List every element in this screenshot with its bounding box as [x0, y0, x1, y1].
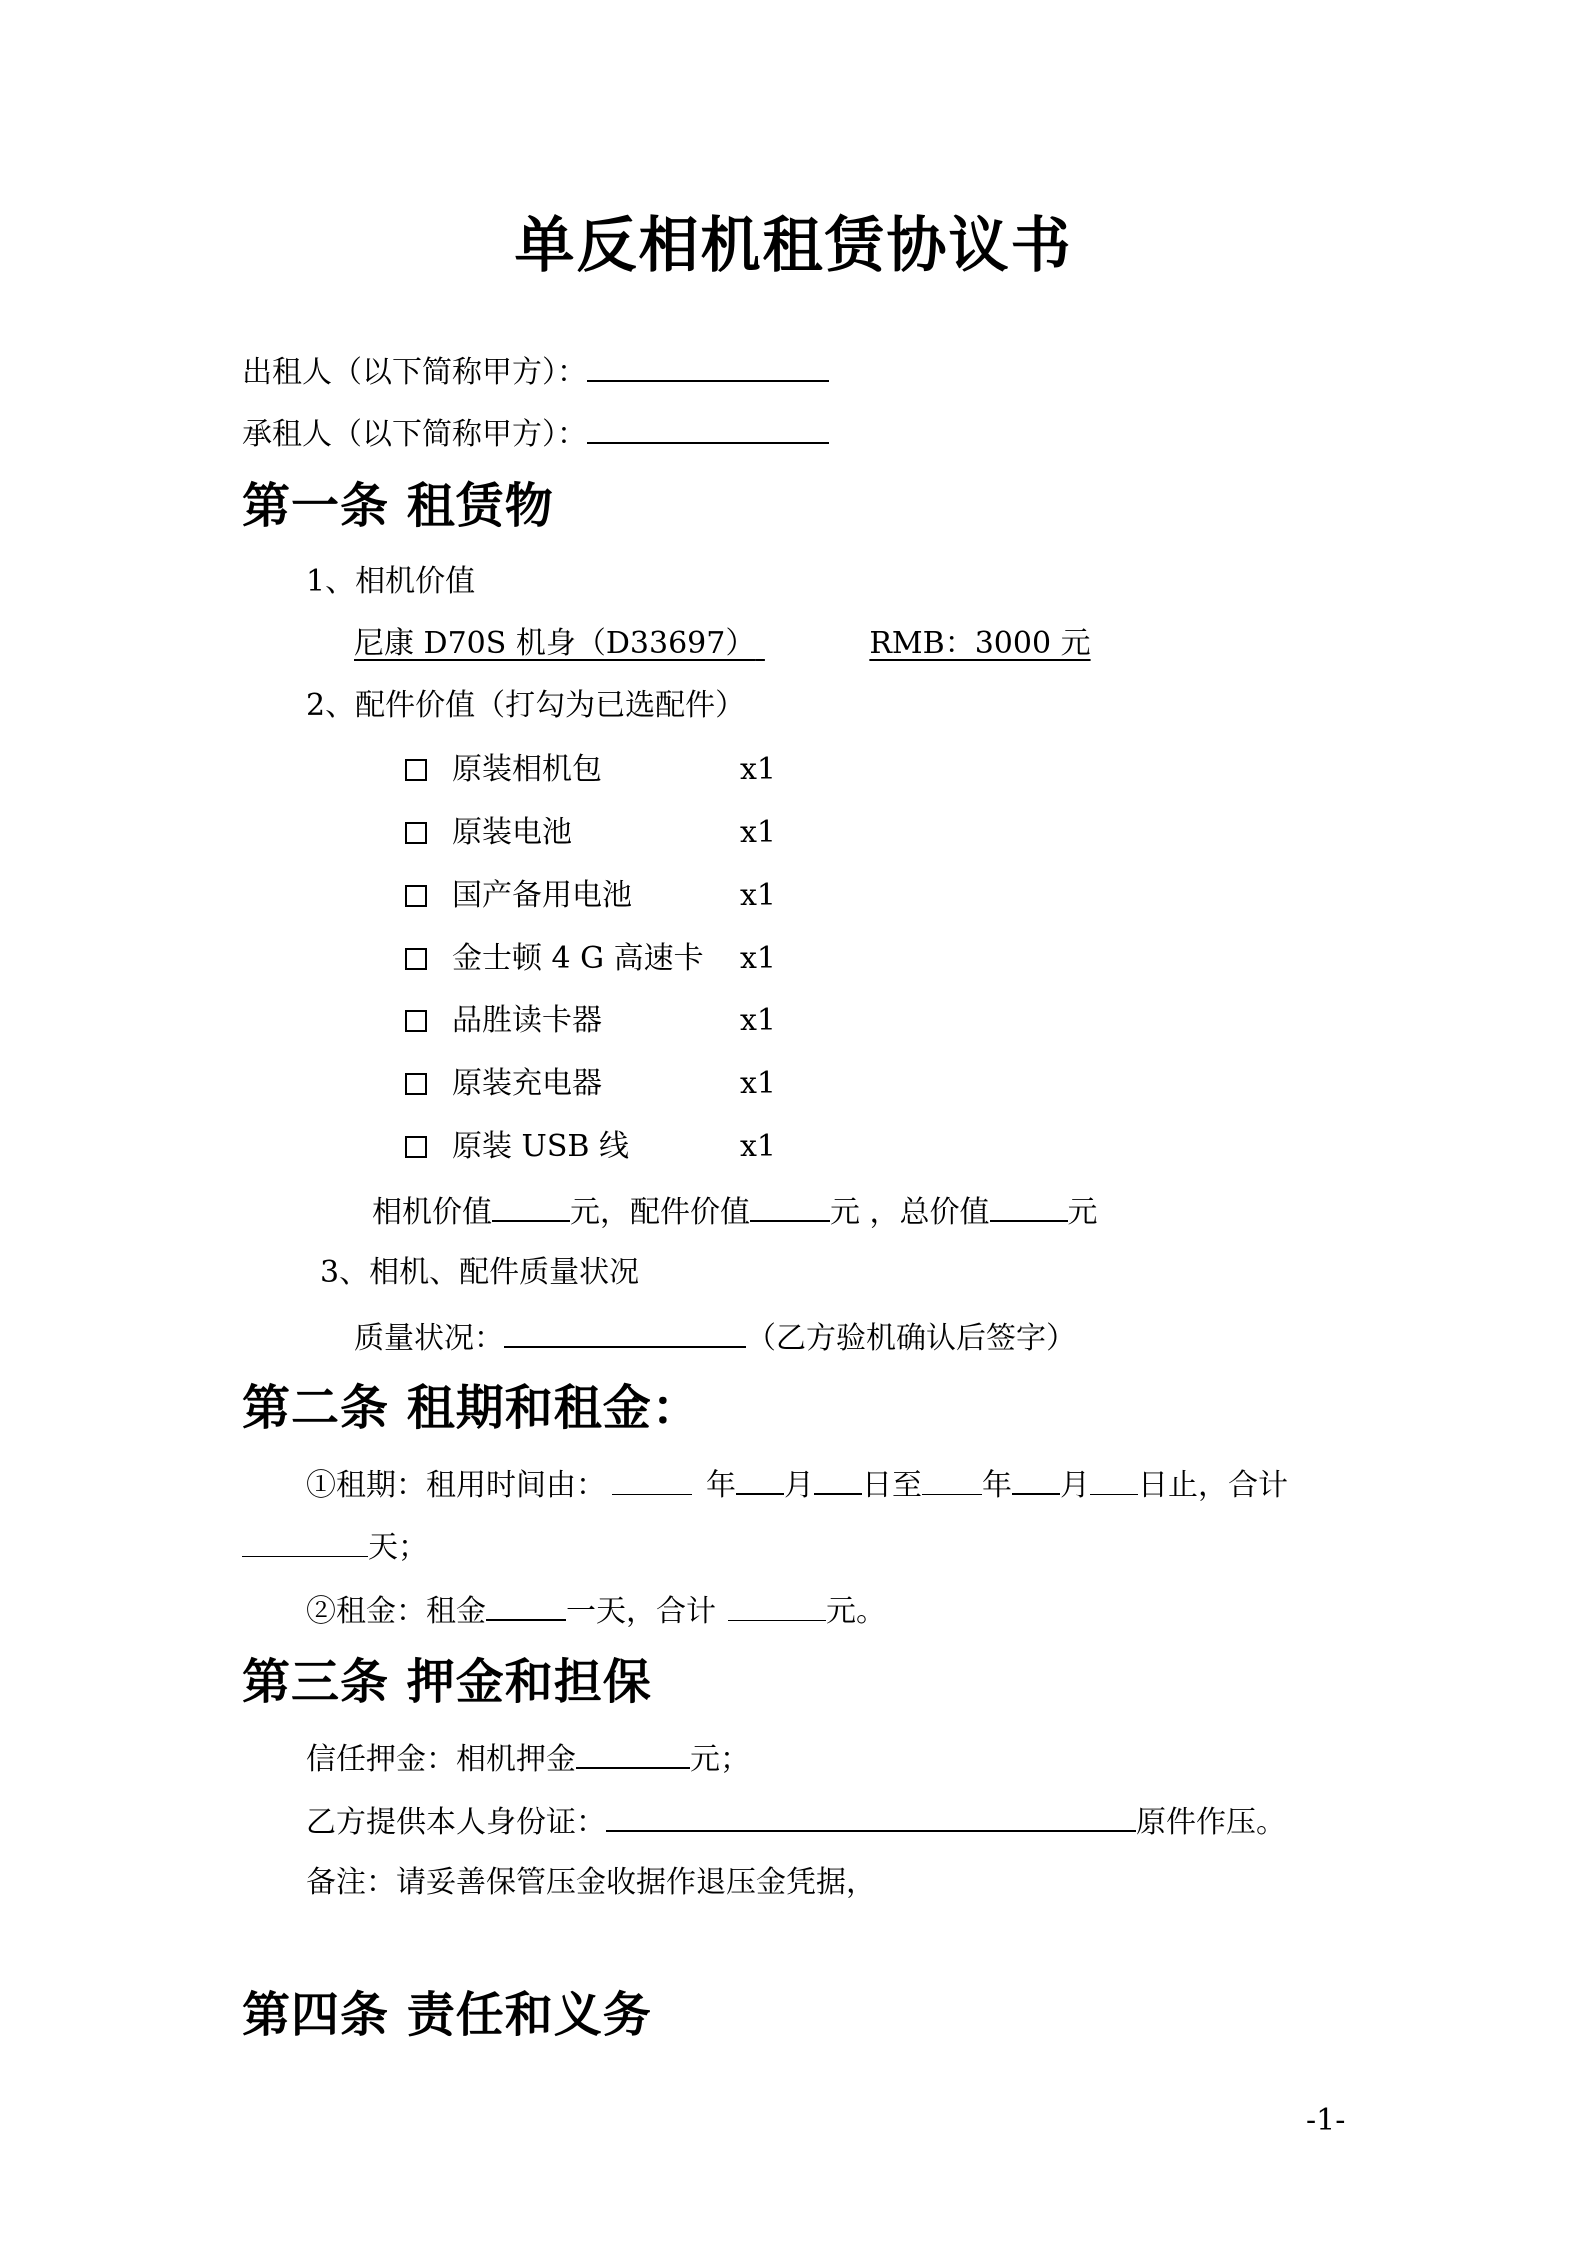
total-yuan-label: 元	[1067, 1195, 1098, 1230]
rent-label: ②租金：租金	[306, 1594, 486, 1629]
deposit-line	[306, 1737, 750, 1780]
checkbox-icon[interactable]	[405, 885, 427, 907]
lessee-line	[242, 412, 829, 455]
accessory-name: 原装电池	[452, 815, 572, 850]
accessory-name: 国产备用电池	[452, 878, 632, 913]
camera-line	[354, 624, 1091, 664]
total-value-label: 元 ，总价值	[830, 1195, 990, 1230]
document-title: 单反相机租赁协议书	[514, 211, 1073, 281]
accessory-qty: x1	[740, 1003, 777, 1038]
checkbox-icon[interactable]	[405, 1073, 427, 1095]
list-item	[405, 939, 777, 979]
article3-heading: 第三条 押金和担保	[242, 1654, 652, 1710]
list-item	[405, 1064, 777, 1104]
quality-label: 质量状况：	[354, 1321, 504, 1356]
accessory-name: 金士顿 4 G 高速卡	[452, 941, 704, 976]
quality-blank[interactable]	[504, 1316, 746, 1348]
page-number: -1-	[1306, 2103, 1346, 2138]
checkbox-icon[interactable]	[405, 1136, 427, 1158]
month-label: 月	[784, 1468, 814, 1503]
checkbox-icon[interactable]	[405, 1010, 427, 1032]
lessee-label: 承租人（以下简称甲方）：	[242, 417, 587, 452]
article2-heading: 第二条 租期和租金：	[242, 1380, 701, 1436]
start-year-blank[interactable]	[612, 1464, 692, 1495]
id-card-label: 乙方提供本人身份证：	[306, 1805, 606, 1840]
total-rent-blank[interactable]	[728, 1590, 826, 1621]
total-days-blank[interactable]	[242, 1526, 368, 1557]
accessory-name: 原装充电器	[452, 1066, 602, 1101]
deposit-blank[interactable]	[576, 1737, 690, 1769]
camera-value-label: 相机价值	[372, 1195, 492, 1230]
list-item	[405, 1001, 777, 1041]
article1-heading: 第一条 租赁物	[242, 478, 554, 534]
camera-name: 尼康 D70S 机身（D33697）	[354, 626, 756, 661]
item3-label: 3、相机、配件质量状况	[320, 1255, 640, 1290]
camera-price: RMB：3000 元	[869, 626, 1091, 661]
list-item	[405, 1127, 777, 1167]
deposit-label: 信任押金：相机押金	[306, 1742, 576, 1777]
accessory-value-blank[interactable]	[750, 1190, 830, 1222]
accessory-qty: x1	[740, 1129, 777, 1164]
lessor-blank[interactable]	[587, 350, 829, 382]
lessor-line	[242, 350, 829, 393]
end-year-blank[interactable]	[922, 1464, 982, 1495]
lessee-blank[interactable]	[587, 412, 829, 444]
accessory-qty: x1	[740, 878, 777, 913]
checkbox-icon[interactable]	[405, 759, 427, 781]
camera-value-blank[interactable]	[492, 1190, 570, 1222]
id-card-line	[306, 1800, 1286, 1843]
deposit-yuan-label: 元；	[690, 1742, 750, 1777]
accessory-qty: x1	[740, 815, 777, 850]
rent-yuan-label: 元。	[826, 1594, 886, 1629]
year-label: 年	[706, 1468, 736, 1503]
days-label: 天；	[368, 1530, 428, 1565]
accessory-name: 原装 USB 线	[452, 1129, 629, 1164]
end-month-blank[interactable]	[1012, 1463, 1060, 1495]
per-day-label: 一天，合计	[566, 1594, 716, 1629]
deposit-note: 备注：请妥善保管压金收据作退压金凭据，	[306, 1865, 876, 1900]
year-label: 年	[982, 1468, 1012, 1503]
lessor-label: 出租人（以下简称甲方）：	[242, 355, 587, 390]
list-item	[405, 876, 777, 916]
item1-label: 1、相机价值	[306, 564, 476, 599]
list-item	[405, 750, 777, 790]
item2-label: 2、配件价值（打勾为已选配件）	[306, 688, 746, 723]
start-day-blank[interactable]	[814, 1463, 862, 1495]
day-to-label: 日至	[862, 1468, 922, 1503]
end-day-blank[interactable]	[1090, 1464, 1138, 1495]
day-end-label: 日止，合计	[1138, 1468, 1288, 1503]
daily-rent-blank[interactable]	[486, 1589, 566, 1621]
rent-line	[306, 1589, 886, 1632]
accessory-name: 品胜读卡器	[452, 1003, 602, 1038]
list-item	[405, 813, 777, 853]
quality-note: （乙方验机确认后签字）	[746, 1321, 1076, 1356]
id-card-blank[interactable]	[606, 1800, 1136, 1832]
accessory-qty: x1	[740, 941, 777, 976]
value-summary	[372, 1190, 1098, 1233]
checkbox-icon[interactable]	[405, 822, 427, 844]
accessory-name: 原装相机包	[452, 752, 602, 787]
rental-period-line	[306, 1463, 1288, 1506]
id-card-suffix: 原件作压。	[1136, 1805, 1286, 1840]
checkbox-icon[interactable]	[405, 948, 427, 970]
quality-line	[354, 1316, 1076, 1359]
accessory-value-label: 元，配件价值	[570, 1195, 750, 1230]
accessory-qty: x1	[740, 1066, 777, 1101]
period-label: ①租期：租用时间由：	[306, 1468, 606, 1503]
accessory-qty: x1	[740, 752, 777, 787]
total-value-blank[interactable]	[990, 1190, 1068, 1222]
start-month-blank[interactable]	[736, 1463, 784, 1495]
month-label: 月	[1060, 1468, 1090, 1503]
rental-days-line	[242, 1526, 428, 1568]
article4-heading: 第四条 责任和义务	[242, 1987, 652, 2043]
